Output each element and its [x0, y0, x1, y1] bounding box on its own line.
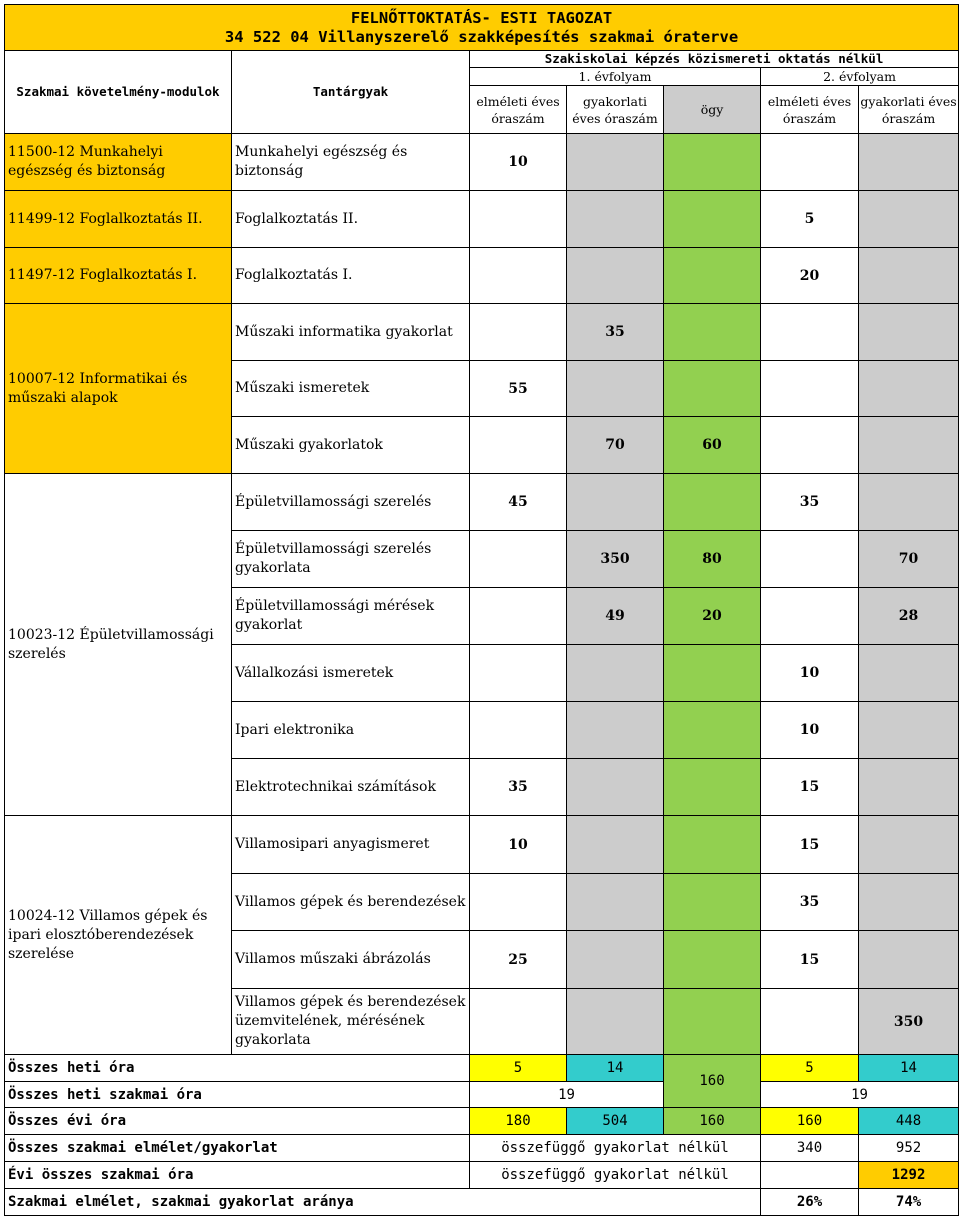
- hours-g1: [567, 816, 664, 874]
- hours-g1: [567, 759, 664, 816]
- elmgyak-note: összefüggő gyakorlat nélkül: [470, 1135, 761, 1162]
- hours-e1: [470, 989, 567, 1055]
- hours-g1: 49: [567, 588, 664, 645]
- hours-g2: [859, 134, 959, 191]
- hours-e2: 15: [761, 816, 859, 874]
- hours-e2: 15: [761, 931, 859, 989]
- evi-szakmai-label: Évi összes szakmai óra: [5, 1162, 470, 1189]
- hours-ogy: 20: [664, 588, 761, 645]
- heti-ogy: 160: [664, 1055, 761, 1108]
- hours-g1: [567, 361, 664, 417]
- hours-g2: [859, 248, 959, 304]
- table-row: [5, 191, 959, 248]
- hours-ogy: [664, 304, 761, 361]
- hours-e2: 35: [761, 874, 859, 931]
- table-row: [5, 304, 959, 361]
- subject-name: Foglalkoztatás II.: [232, 191, 470, 248]
- evi-g2: 448: [859, 1108, 959, 1135]
- curriculum-table: [4, 4, 959, 1216]
- hours-e1: 55: [470, 361, 567, 417]
- hours-e1: 10: [470, 134, 567, 191]
- hours-g1: [567, 989, 664, 1055]
- hours-g2: [859, 191, 959, 248]
- hours-ogy: [664, 645, 761, 702]
- modules-header: Szakmai követelmény-modulok: [5, 51, 232, 134]
- hours-g2: [859, 417, 959, 474]
- module-label: 10007-12 Informatikai és műszaki alapok: [5, 304, 232, 474]
- hours-e2: 10: [761, 702, 859, 759]
- heti-g1: 14: [567, 1055, 664, 1082]
- hours-g2: 70: [859, 531, 959, 588]
- hours-g2: [859, 645, 959, 702]
- hours-g2: [859, 474, 959, 531]
- hours-g2: [859, 816, 959, 874]
- hours-e1: [470, 248, 567, 304]
- elmgyak-label: Összes szakmai elmélet/gyakorlat: [5, 1135, 470, 1162]
- subject-name: Villamos gépek és berendezések üzemvitelének, mérésének gyakorlata: [232, 989, 470, 1055]
- hours-ogy: 80: [664, 531, 761, 588]
- heti-szakmai-y2: 19: [761, 1082, 959, 1108]
- year1-header: 1. évfolyam: [470, 68, 761, 86]
- evi-ogy: 160: [664, 1108, 761, 1135]
- hours-ogy: [664, 931, 761, 989]
- hours-ogy: 60: [664, 417, 761, 474]
- hours-e2: [761, 134, 859, 191]
- evi-szakmai-note: összefüggő gyakorlat nélkül: [470, 1162, 761, 1189]
- hours-ogy: [664, 702, 761, 759]
- elmgyak-g: 952: [859, 1135, 959, 1162]
- hours-e2: [761, 417, 859, 474]
- hours-g1: 70: [567, 417, 664, 474]
- hours-ogy: [664, 759, 761, 816]
- summary-rows: [5, 1055, 959, 1216]
- hours-e2: [761, 989, 859, 1055]
- hours-g1: [567, 134, 664, 191]
- hours-g1: [567, 474, 664, 531]
- hours-ogy: [664, 989, 761, 1055]
- hours-g2: 350: [859, 989, 959, 1055]
- subject-name: Munkahelyi egészség és biztonság: [232, 134, 470, 191]
- hours-e2: 20: [761, 248, 859, 304]
- evi-g1: 504: [567, 1108, 664, 1135]
- evi-label: Összes évi óra: [5, 1108, 470, 1135]
- hours-ogy: [664, 874, 761, 931]
- hours-ogy: [664, 248, 761, 304]
- hours-e1: [470, 191, 567, 248]
- hours-g1: [567, 191, 664, 248]
- hours-ogy: [664, 361, 761, 417]
- hours-e1: [470, 417, 567, 474]
- hours-g1: [567, 874, 664, 931]
- module-label: 11499-12 Foglalkoztatás II.: [5, 191, 232, 248]
- arany-g: 74%: [859, 1189, 959, 1216]
- module-label: 10023-12 Épületvillamossági szerelés: [5, 474, 232, 816]
- evi-szakmai-blank: [761, 1162, 859, 1189]
- subject-name: Villamos gépek és berendezések: [232, 874, 470, 931]
- ogy-header: ögy: [664, 86, 761, 134]
- hours-g2: [859, 361, 959, 417]
- hours-g2: [859, 304, 959, 361]
- hours-g1: 350: [567, 531, 664, 588]
- year2-header: 2. évfolyam: [761, 68, 959, 86]
- hours-e2: 15: [761, 759, 859, 816]
- subject-name: Vállalkozási ismeretek: [232, 645, 470, 702]
- hours-g2: [859, 874, 959, 931]
- hours-g2: 28: [859, 588, 959, 645]
- table-row: [5, 474, 959, 531]
- hours-e1: 45: [470, 474, 567, 531]
- subject-name: Műszaki gyakorlatok: [232, 417, 470, 474]
- elm2-header: elméleti éves óraszám: [761, 86, 859, 134]
- module-label: 10024-12 Villamos gépek és ipari elosztóberendezések szerelése: [5, 816, 232, 1055]
- hours-e2: [761, 531, 859, 588]
- evi-szakmai-total: 1292: [859, 1162, 959, 1189]
- evi-e1: 180: [470, 1108, 567, 1135]
- subjects-header: Tantárgyak: [232, 51, 470, 134]
- gyak2-header: gyakorlati éves óraszám: [859, 86, 959, 134]
- evi-e2: 160: [761, 1108, 859, 1135]
- hours-ogy: [664, 191, 761, 248]
- elm1-header: elméleti éves óraszám: [470, 86, 567, 134]
- hours-e2: 5: [761, 191, 859, 248]
- heti-szakmai-y1: 19: [470, 1082, 664, 1108]
- hours-ogy: [664, 474, 761, 531]
- subject-name: Épületvillamossági szerelés gyakorlata: [232, 531, 470, 588]
- hours-e1: [470, 588, 567, 645]
- heti-e1: 5: [470, 1055, 567, 1082]
- subject-name: Foglalkoztatás I.: [232, 248, 470, 304]
- table-row: [5, 816, 959, 874]
- heti-e2: 5: [761, 1055, 859, 1082]
- module-label: 11500-12 Munkahelyi egészség és biztonság: [5, 134, 232, 191]
- hours-e2: [761, 588, 859, 645]
- subject-name: Villamos műszaki ábrázolás: [232, 931, 470, 989]
- title-line-2: 34 522 04 Villanyszerelő szakképesítés szakmai óraterve: [224, 27, 739, 46]
- title-line-1: FELNŐTTOKTATÁS- ESTI TAGOZAT: [350, 8, 613, 27]
- hours-e1: [470, 304, 567, 361]
- gyak1-header: gyakorlati éves óraszám: [567, 86, 664, 134]
- subject-name: Villamosipari anyagismeret: [232, 816, 470, 874]
- table-row: [5, 248, 959, 304]
- subject-name: Ipari elektronika: [232, 702, 470, 759]
- subject-name: Épületvillamossági szerelés: [232, 474, 470, 531]
- hours-e2: [761, 361, 859, 417]
- arany-label: Szakmai elmélet, szakmai gyakorlat aránya: [5, 1189, 761, 1216]
- hours-e1: [470, 702, 567, 759]
- hours-g2: [859, 759, 959, 816]
- hours-e1: [470, 874, 567, 931]
- heti-szakmai-label: Összes heti szakmai óra: [5, 1082, 470, 1108]
- hours-ogy: [664, 816, 761, 874]
- hours-e2: 10: [761, 645, 859, 702]
- hours-e1: [470, 645, 567, 702]
- hours-e1: 10: [470, 816, 567, 874]
- subject-name: Műszaki informatika gyakorlat: [232, 304, 470, 361]
- hours-g1: 35: [567, 304, 664, 361]
- arany-e: 26%: [761, 1189, 859, 1216]
- hours-g2: [859, 702, 959, 759]
- hours-ogy: [664, 134, 761, 191]
- hours-g2: [859, 931, 959, 989]
- hours-g1: [567, 931, 664, 989]
- subject-name: Épületvillamossági mérések gyakorlat: [232, 588, 470, 645]
- table-row: [5, 134, 959, 191]
- subject-rows: [5, 134, 959, 1055]
- module-label: 11497-12 Foglalkoztatás I.: [5, 248, 232, 304]
- page-title: [5, 5, 959, 51]
- hours-e2: [761, 304, 859, 361]
- hours-e2: 35: [761, 474, 859, 531]
- hours-g1: [567, 702, 664, 759]
- heti-label: Összes heti óra: [5, 1055, 470, 1082]
- hours-e1: [470, 531, 567, 588]
- program-header: Szakiskolai képzés közismereti oktatás nélkül: [470, 51, 959, 68]
- heti-g2: 14: [859, 1055, 959, 1082]
- hours-e1: 35: [470, 759, 567, 816]
- elmgyak-e: 340: [761, 1135, 859, 1162]
- hours-e1: 25: [470, 931, 567, 989]
- subject-name: Műszaki ismeretek: [232, 361, 470, 417]
- hours-g1: [567, 248, 664, 304]
- hours-g1: [567, 645, 664, 702]
- subject-name: Elektrotechnikai számítások: [232, 759, 470, 816]
